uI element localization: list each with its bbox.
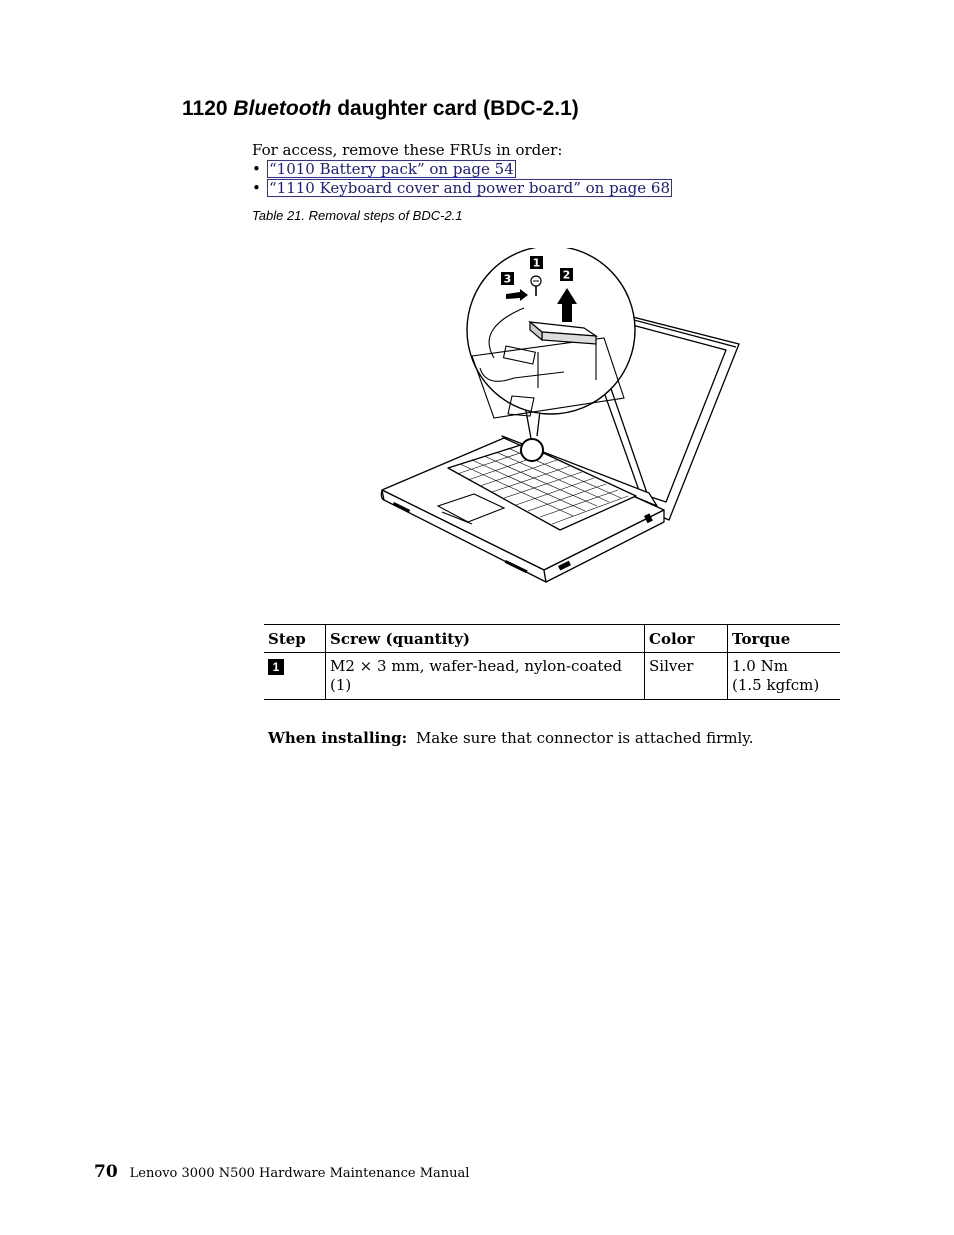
table-header-row bbox=[264, 625, 840, 653]
install-label: When installing: bbox=[268, 729, 408, 747]
laptop-illustration bbox=[374, 248, 746, 594]
cell-screw: M2 × 3 mm, wafer-head, nylon-coated (1) bbox=[326, 653, 645, 700]
col-step: Step bbox=[264, 625, 326, 653]
cell-step bbox=[264, 653, 326, 700]
section-title-rest: daughter card (BDC-2.1) bbox=[337, 97, 579, 120]
removal-figure bbox=[374, 248, 746, 594]
list-item bbox=[252, 160, 672, 179]
cell-color: Silver bbox=[645, 653, 728, 700]
col-torque: Torque bbox=[728, 625, 841, 653]
col-screw: Screw (quantity) bbox=[326, 625, 645, 653]
install-text: Make sure that connector is attached firmly. bbox=[415, 729, 754, 747]
section-title-italic: Bluetooth bbox=[233, 97, 332, 120]
bullet: • bbox=[252, 179, 261, 197]
bullet: • bbox=[252, 160, 261, 178]
col-color: Color bbox=[645, 625, 728, 653]
section-heading bbox=[182, 94, 579, 124]
table-row bbox=[264, 653, 840, 700]
intro-text: For access, remove these FRUs in order: bbox=[252, 141, 563, 159]
screw-spec-table bbox=[264, 624, 840, 700]
fru-list bbox=[252, 160, 672, 198]
section-number: 1120 bbox=[182, 97, 228, 120]
install-note bbox=[268, 729, 754, 747]
page-number: 70 bbox=[94, 1162, 118, 1182]
list-item bbox=[252, 179, 672, 198]
cell-torque bbox=[728, 653, 841, 700]
svg-text:2: 2 bbox=[562, 268, 571, 282]
fru-link-keyboard-cover[interactable]: “1110 Keyboard cover and power board” on page 68 bbox=[269, 179, 670, 197]
fru-link-battery-pack[interactable]: “1010 Battery pack” on page 54 bbox=[269, 160, 514, 178]
svg-text:1: 1 bbox=[532, 256, 541, 270]
table-caption: Table 21. Removal steps of BDC-2.1 bbox=[252, 208, 463, 223]
torque-nm: 1.0 Nm bbox=[732, 657, 788, 675]
torque-kgfcm: (1.5 kgfcm) bbox=[732, 676, 820, 694]
zoom-target-icon bbox=[521, 439, 543, 461]
step-badge: 1 bbox=[268, 659, 284, 675]
page-footer bbox=[94, 1162, 469, 1182]
manual-title: Lenovo 3000 N500 Hardware Maintenance Manual bbox=[129, 1166, 470, 1181]
svg-text:3: 3 bbox=[503, 272, 512, 286]
